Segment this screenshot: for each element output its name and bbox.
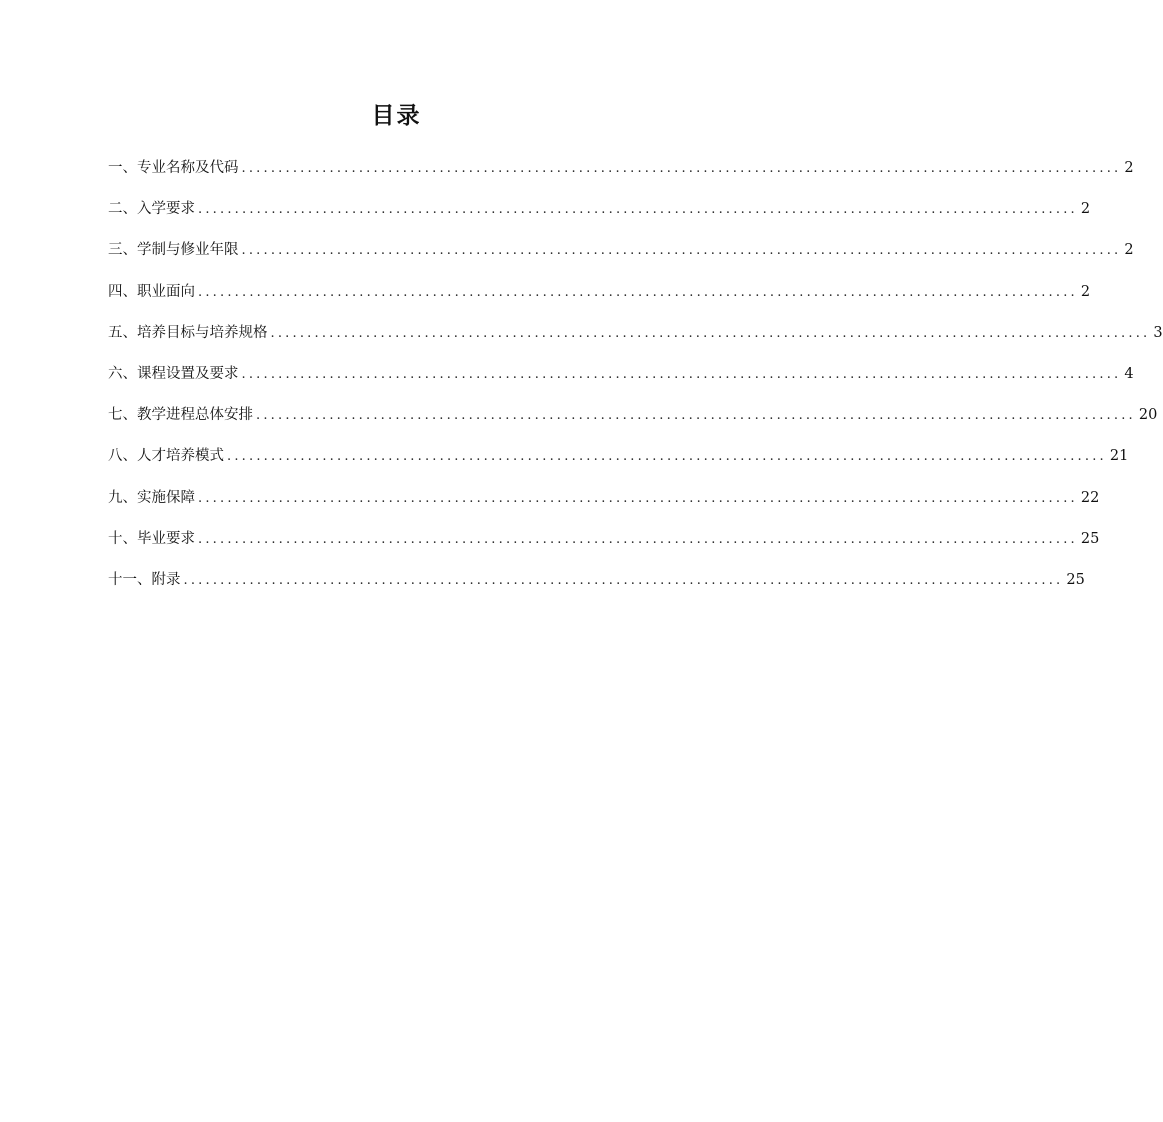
toc-entry-label: 七、教学进程总体安排: [108, 407, 253, 424]
toc-entry-8[interactable]: [108, 443, 1129, 484]
toc-entry-page: 25: [1066, 571, 1085, 588]
toc-entry-label: 五、培养目标与培养规格: [108, 324, 268, 341]
toc-entry-label: 四、职业面向: [108, 283, 195, 300]
toc-entry-9[interactable]: [108, 485, 1100, 526]
toc-entry-label: 六、课程设置及要求: [108, 365, 239, 382]
toc-entry-1[interactable]: [108, 155, 1134, 196]
toc-dot-leader: ........................................................................................................................: [198, 202, 1078, 218]
toc-entry-11[interactable]: [108, 567, 1085, 608]
toc-entry-page: 2: [1124, 242, 1134, 259]
toc-entry-3[interactable]: [108, 237, 1134, 278]
toc-entry-label: 八、人才培养模式: [108, 448, 224, 465]
toc-entry-page: 20: [1138, 407, 1158, 424]
toc-entry-10[interactable]: [108, 526, 1100, 567]
toc-entry-label: 一、专业名称及代码: [108, 160, 239, 176]
toc-title: 目录: [371, 103, 422, 129]
table-of-contents: [108, 155, 1163, 608]
toc-entry-label: 九、实施保障: [108, 489, 195, 506]
toc-entry-2[interactable]: [108, 196, 1091, 237]
toc-entry-label: 十、毕业要求: [108, 530, 195, 547]
toc-dot-leader: ........................................................................................................................: [227, 449, 1107, 465]
toc-dot-leader: ........................................................................................................................: [198, 531, 1078, 547]
toc-entry-page: 21: [1109, 448, 1129, 465]
toc-entry-page: 2: [1080, 201, 1091, 218]
toc-entry-page: 25: [1080, 530, 1100, 547]
toc-entry-label: 三、学制与修业年限: [108, 242, 239, 259]
toc-dot-leader: ........................................................................................................................: [241, 161, 1122, 176]
toc-dot-leader: ........................................................................................................................: [198, 490, 1078, 506]
toc-dot-leader: ........................................................................................................................: [270, 325, 1151, 341]
toc-entry-page: 2: [1080, 283, 1091, 300]
toc-dot-leader: ........................................................................................................................: [241, 243, 1122, 259]
toc-dot-leader: ........................................................................................................................: [256, 408, 1136, 424]
toc-entry-label: 二、入学要求: [108, 201, 195, 218]
toc-entry-5[interactable]: [108, 320, 1163, 361]
toc-entry-page: 4: [1124, 365, 1134, 382]
toc-entry-4[interactable]: [108, 279, 1091, 320]
toc-dot-leader: ........................................................................................................................: [198, 284, 1078, 300]
toc-entry-label: 十一、附录: [108, 571, 181, 588]
toc-entry-page: 2: [1124, 160, 1134, 176]
toc-entry-6[interactable]: [108, 361, 1134, 402]
toc-entry-7[interactable]: [108, 402, 1158, 443]
toc-dot-leader: ........................................................................................................................: [241, 366, 1122, 382]
toc-entry-page: 22: [1080, 489, 1100, 506]
toc-dot-leader: ........................................................................................................................: [183, 572, 1064, 588]
toc-entry-page: 3: [1153, 324, 1163, 341]
